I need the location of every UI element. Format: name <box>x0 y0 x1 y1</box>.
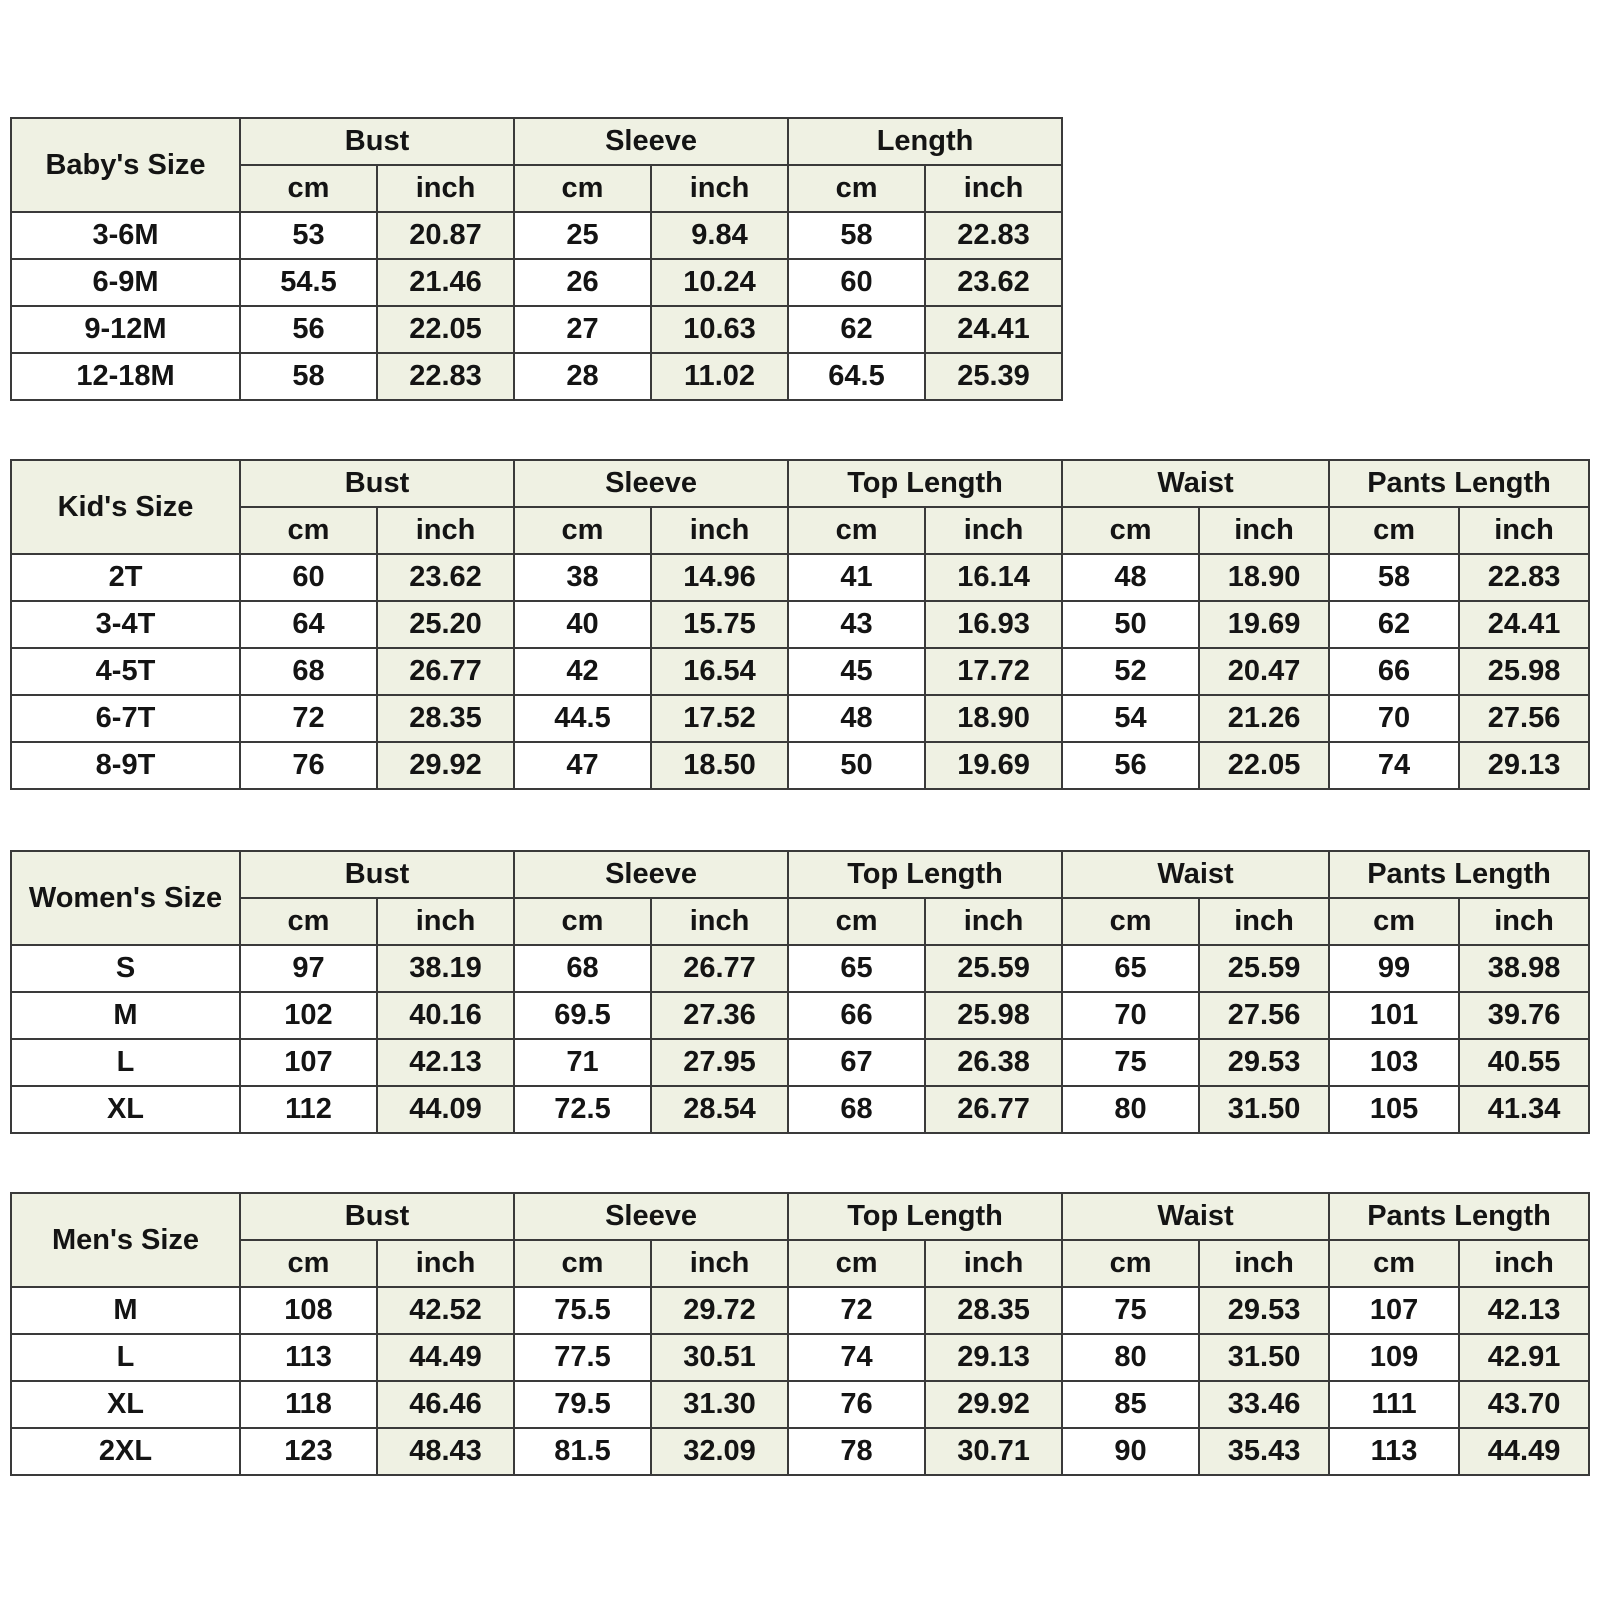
cm-value-cell: 102 <box>240 992 377 1039</box>
inch-value-cell: 15.75 <box>651 601 788 648</box>
inch-value-cell: 26.77 <box>651 945 788 992</box>
cm-value-cell: 56 <box>240 306 377 353</box>
table-row <box>11 1039 1589 1086</box>
size-label-cell: S <box>11 945 240 992</box>
inch-value-cell: 31.30 <box>651 1381 788 1428</box>
cm-value-cell: 68 <box>514 945 651 992</box>
size-label-cell: 6-9M <box>11 259 240 306</box>
inch-value-cell: 41.34 <box>1459 1086 1589 1133</box>
inch-value-cell: 32.09 <box>651 1428 788 1475</box>
inch-value-cell: 44.49 <box>377 1334 514 1381</box>
inch-value-cell: 19.69 <box>925 742 1062 789</box>
table-row <box>11 742 1589 789</box>
unit-cm-header: cm <box>788 165 925 212</box>
unit-inch-header: inch <box>1459 898 1589 945</box>
table-row <box>11 259 1062 306</box>
unit-cm-header: cm <box>1062 507 1199 554</box>
inch-value-cell: 30.71 <box>925 1428 1062 1475</box>
inch-value-cell: 10.63 <box>651 306 788 353</box>
cm-value-cell: 54 <box>1062 695 1199 742</box>
measurement-group-header: Pants Length <box>1329 851 1589 898</box>
inch-value-cell: 31.50 <box>1199 1086 1329 1133</box>
inch-value-cell: 27.36 <box>651 992 788 1039</box>
measurement-group-header: Sleeve <box>514 1193 788 1240</box>
unit-cm-header: cm <box>514 898 651 945</box>
cm-value-cell: 72 <box>788 1287 925 1334</box>
unit-cm-header: cm <box>1329 898 1459 945</box>
inch-value-cell: 9.84 <box>651 212 788 259</box>
inch-value-cell: 18.90 <box>1199 554 1329 601</box>
unit-cm-header: cm <box>1062 898 1199 945</box>
cm-value-cell: 113 <box>240 1334 377 1381</box>
inch-value-cell: 19.69 <box>1199 601 1329 648</box>
inch-value-cell: 11.02 <box>651 353 788 400</box>
cm-value-cell: 69.5 <box>514 992 651 1039</box>
cm-value-cell: 75 <box>1062 1287 1199 1334</box>
inch-value-cell: 24.41 <box>1459 601 1589 648</box>
cm-value-cell: 47 <box>514 742 651 789</box>
cm-value-cell: 111 <box>1329 1381 1459 1428</box>
inch-value-cell: 20.47 <box>1199 648 1329 695</box>
inch-value-cell: 27.56 <box>1199 992 1329 1039</box>
cm-value-cell: 44.5 <box>514 695 651 742</box>
size-label-cell: 2T <box>11 554 240 601</box>
inch-value-cell: 39.76 <box>1459 992 1589 1039</box>
unit-inch-header: inch <box>1199 1240 1329 1287</box>
group-header-row <box>11 1193 1589 1240</box>
cm-value-cell: 58 <box>1329 554 1459 601</box>
inch-value-cell: 25.39 <box>925 353 1062 400</box>
measurement-group-header: Top Length <box>788 460 1062 507</box>
group-header-row <box>11 460 1589 507</box>
inch-value-cell: 25.59 <box>1199 945 1329 992</box>
table-row <box>11 648 1589 695</box>
size-column-header: Baby's Size <box>11 118 240 212</box>
table-row <box>11 1287 1589 1334</box>
cm-value-cell: 76 <box>788 1381 925 1428</box>
unit-cm-header: cm <box>514 1240 651 1287</box>
measurement-group-header: Bust <box>240 851 514 898</box>
inch-value-cell: 42.13 <box>377 1039 514 1086</box>
cm-value-cell: 70 <box>1062 992 1199 1039</box>
table-row <box>11 554 1589 601</box>
inch-value-cell: 28.35 <box>377 695 514 742</box>
inch-value-cell: 42.52 <box>377 1287 514 1334</box>
inch-value-cell: 40.55 <box>1459 1039 1589 1086</box>
inch-value-cell: 10.24 <box>651 259 788 306</box>
measurement-group-header: Pants Length <box>1329 1193 1589 1240</box>
inch-value-cell: 29.13 <box>925 1334 1062 1381</box>
unit-header-row <box>11 507 1589 554</box>
cm-value-cell: 78 <box>788 1428 925 1475</box>
group-header-row <box>11 851 1589 898</box>
cm-value-cell: 79.5 <box>514 1381 651 1428</box>
unit-header-row <box>11 898 1589 945</box>
inch-value-cell: 16.54 <box>651 648 788 695</box>
inch-value-cell: 35.43 <box>1199 1428 1329 1475</box>
table-row <box>11 306 1062 353</box>
cm-value-cell: 90 <box>1062 1428 1199 1475</box>
cm-value-cell: 80 <box>1062 1086 1199 1133</box>
inch-value-cell: 22.83 <box>1459 554 1589 601</box>
cm-value-cell: 27 <box>514 306 651 353</box>
unit-inch-header: inch <box>1459 507 1589 554</box>
size-column-header: Men's Size <box>11 1193 240 1287</box>
inch-value-cell: 21.46 <box>377 259 514 306</box>
unit-inch-header: inch <box>377 507 514 554</box>
measurement-group-header: Bust <box>240 460 514 507</box>
inch-value-cell: 23.62 <box>377 554 514 601</box>
cm-value-cell: 38 <box>514 554 651 601</box>
inch-value-cell: 25.20 <box>377 601 514 648</box>
inch-value-cell: 26.77 <box>377 648 514 695</box>
cm-value-cell: 60 <box>788 259 925 306</box>
cm-value-cell: 41 <box>788 554 925 601</box>
inch-value-cell: 44.09 <box>377 1086 514 1133</box>
inch-value-cell: 29.13 <box>1459 742 1589 789</box>
cm-value-cell: 70 <box>1329 695 1459 742</box>
unit-inch-header: inch <box>925 1240 1062 1287</box>
table-row <box>11 212 1062 259</box>
cm-value-cell: 56 <box>1062 742 1199 789</box>
measurement-group-header: Sleeve <box>514 460 788 507</box>
unit-inch-header: inch <box>651 898 788 945</box>
cm-value-cell: 52 <box>1062 648 1199 695</box>
inch-value-cell: 29.92 <box>377 742 514 789</box>
cm-value-cell: 118 <box>240 1381 377 1428</box>
unit-inch-header: inch <box>651 165 788 212</box>
inch-value-cell: 22.83 <box>377 353 514 400</box>
size-label-cell: XL <box>11 1086 240 1133</box>
cm-value-cell: 72.5 <box>514 1086 651 1133</box>
cm-value-cell: 53 <box>240 212 377 259</box>
cm-value-cell: 103 <box>1329 1039 1459 1086</box>
measurement-group-header: Bust <box>240 1193 514 1240</box>
inch-value-cell: 46.46 <box>377 1381 514 1428</box>
size-label-cell: 8-9T <box>11 742 240 789</box>
inch-value-cell: 27.95 <box>651 1039 788 1086</box>
cm-value-cell: 101 <box>1329 992 1459 1039</box>
unit-inch-header: inch <box>377 1240 514 1287</box>
kid-size-table <box>10 459 1590 790</box>
inch-value-cell: 25.59 <box>925 945 1062 992</box>
table-row <box>11 992 1589 1039</box>
cm-value-cell: 85 <box>1062 1381 1199 1428</box>
cm-value-cell: 80 <box>1062 1334 1199 1381</box>
unit-cm-header: cm <box>1329 1240 1459 1287</box>
cm-value-cell: 62 <box>788 306 925 353</box>
cm-value-cell: 64 <box>240 601 377 648</box>
inch-value-cell: 38.98 <box>1459 945 1589 992</box>
table-row <box>11 1086 1589 1133</box>
cm-value-cell: 108 <box>240 1287 377 1334</box>
unit-inch-header: inch <box>925 507 1062 554</box>
cm-value-cell: 67 <box>788 1039 925 1086</box>
cm-value-cell: 77.5 <box>514 1334 651 1381</box>
cm-value-cell: 109 <box>1329 1334 1459 1381</box>
inch-value-cell: 29.72 <box>651 1287 788 1334</box>
measurement-group-header: Sleeve <box>514 851 788 898</box>
size-label-cell: M <box>11 1287 240 1334</box>
size-label-cell: 12-18M <box>11 353 240 400</box>
unit-inch-header: inch <box>925 165 1062 212</box>
table-row <box>11 601 1589 648</box>
inch-value-cell: 42.91 <box>1459 1334 1589 1381</box>
cm-value-cell: 74 <box>1329 742 1459 789</box>
inch-value-cell: 22.05 <box>1199 742 1329 789</box>
size-label-cell: 3-4T <box>11 601 240 648</box>
cm-value-cell: 28 <box>514 353 651 400</box>
cm-value-cell: 25 <box>514 212 651 259</box>
inch-value-cell: 18.50 <box>651 742 788 789</box>
table-row <box>11 945 1589 992</box>
inch-value-cell: 17.72 <box>925 648 1062 695</box>
cm-value-cell: 48 <box>788 695 925 742</box>
table-row <box>11 1381 1589 1428</box>
unit-inch-header: inch <box>1199 898 1329 945</box>
unit-cm-header: cm <box>514 165 651 212</box>
size-label-cell: XL <box>11 1381 240 1428</box>
inch-value-cell: 26.38 <box>925 1039 1062 1086</box>
cm-value-cell: 76 <box>240 742 377 789</box>
cm-value-cell: 105 <box>1329 1086 1459 1133</box>
unit-cm-header: cm <box>240 507 377 554</box>
cm-value-cell: 113 <box>1329 1428 1459 1475</box>
cm-value-cell: 68 <box>788 1086 925 1133</box>
cm-value-cell: 50 <box>788 742 925 789</box>
unit-cm-header: cm <box>240 165 377 212</box>
measurement-group-header: Length <box>788 118 1062 165</box>
inch-value-cell: 16.14 <box>925 554 1062 601</box>
size-label-cell: 6-7T <box>11 695 240 742</box>
inch-value-cell: 16.93 <box>925 601 1062 648</box>
measurement-group-header: Pants Length <box>1329 460 1589 507</box>
unit-inch-header: inch <box>1199 507 1329 554</box>
cm-value-cell: 75 <box>1062 1039 1199 1086</box>
unit-inch-header: inch <box>377 165 514 212</box>
inch-value-cell: 18.90 <box>925 695 1062 742</box>
cm-value-cell: 107 <box>240 1039 377 1086</box>
inch-value-cell: 22.83 <box>925 212 1062 259</box>
cm-value-cell: 71 <box>514 1039 651 1086</box>
size-column-header: Women's Size <box>11 851 240 945</box>
inch-value-cell: 29.53 <box>1199 1039 1329 1086</box>
table-row <box>11 353 1062 400</box>
size-label-cell: 9-12M <box>11 306 240 353</box>
cm-value-cell: 58 <box>240 353 377 400</box>
inch-value-cell: 28.35 <box>925 1287 1062 1334</box>
measurement-group-header: Top Length <box>788 851 1062 898</box>
baby-size-table <box>10 117 1063 401</box>
inch-value-cell: 21.26 <box>1199 695 1329 742</box>
cm-value-cell: 40 <box>514 601 651 648</box>
unit-cm-header: cm <box>1062 1240 1199 1287</box>
unit-inch-header: inch <box>651 507 788 554</box>
unit-inch-header: inch <box>1459 1240 1589 1287</box>
cm-value-cell: 48 <box>1062 554 1199 601</box>
inch-value-cell: 30.51 <box>651 1334 788 1381</box>
inch-value-cell: 26.77 <box>925 1086 1062 1133</box>
size-label-cell: L <box>11 1334 240 1381</box>
inch-value-cell: 43.70 <box>1459 1381 1589 1428</box>
cm-value-cell: 99 <box>1329 945 1459 992</box>
cm-value-cell: 60 <box>240 554 377 601</box>
inch-value-cell: 42.13 <box>1459 1287 1589 1334</box>
table-row <box>11 1334 1589 1381</box>
inch-value-cell: 27.56 <box>1459 695 1589 742</box>
cm-value-cell: 68 <box>240 648 377 695</box>
inch-value-cell: 20.87 <box>377 212 514 259</box>
unit-cm-header: cm <box>240 898 377 945</box>
unit-cm-header: cm <box>514 507 651 554</box>
inch-value-cell: 31.50 <box>1199 1334 1329 1381</box>
men-size-table <box>10 1192 1590 1476</box>
inch-value-cell: 14.96 <box>651 554 788 601</box>
inch-value-cell: 44.49 <box>1459 1428 1589 1475</box>
size-label-cell: 2XL <box>11 1428 240 1475</box>
inch-value-cell: 17.52 <box>651 695 788 742</box>
cm-value-cell: 66 <box>788 992 925 1039</box>
inch-value-cell: 40.16 <box>377 992 514 1039</box>
inch-value-cell: 23.62 <box>925 259 1062 306</box>
cm-value-cell: 66 <box>1329 648 1459 695</box>
unit-inch-header: inch <box>377 898 514 945</box>
unit-cm-header: cm <box>788 507 925 554</box>
cm-value-cell: 65 <box>788 945 925 992</box>
table-row <box>11 1428 1589 1475</box>
size-label-cell: M <box>11 992 240 1039</box>
unit-header-row <box>11 1240 1589 1287</box>
cm-value-cell: 81.5 <box>514 1428 651 1475</box>
inch-value-cell: 24.41 <box>925 306 1062 353</box>
cm-value-cell: 64.5 <box>788 353 925 400</box>
unit-inch-header: inch <box>651 1240 788 1287</box>
inch-value-cell: 25.98 <box>925 992 1062 1039</box>
size-label-cell: 4-5T <box>11 648 240 695</box>
inch-value-cell: 29.92 <box>925 1381 1062 1428</box>
unit-cm-header: cm <box>240 1240 377 1287</box>
measurement-group-header: Bust <box>240 118 514 165</box>
size-column-header: Kid's Size <box>11 460 240 554</box>
unit-cm-header: cm <box>788 1240 925 1287</box>
cm-value-cell: 54.5 <box>240 259 377 306</box>
inch-value-cell: 22.05 <box>377 306 514 353</box>
inch-value-cell: 48.43 <box>377 1428 514 1475</box>
size-label-cell: L <box>11 1039 240 1086</box>
cm-value-cell: 43 <box>788 601 925 648</box>
inch-value-cell: 33.46 <box>1199 1381 1329 1428</box>
cm-value-cell: 45 <box>788 648 925 695</box>
cm-value-cell: 107 <box>1329 1287 1459 1334</box>
unit-inch-header: inch <box>925 898 1062 945</box>
cm-value-cell: 65 <box>1062 945 1199 992</box>
women-size-table <box>10 850 1590 1134</box>
cm-value-cell: 62 <box>1329 601 1459 648</box>
measurement-group-header: Top Length <box>788 1193 1062 1240</box>
measurement-group-header: Waist <box>1062 1193 1329 1240</box>
table-row <box>11 695 1589 742</box>
cm-value-cell: 74 <box>788 1334 925 1381</box>
cm-value-cell: 58 <box>788 212 925 259</box>
cm-value-cell: 50 <box>1062 601 1199 648</box>
measurement-group-header: Sleeve <box>514 118 788 165</box>
cm-value-cell: 42 <box>514 648 651 695</box>
unit-cm-header: cm <box>1329 507 1459 554</box>
cm-value-cell: 112 <box>240 1086 377 1133</box>
cm-value-cell: 75.5 <box>514 1287 651 1334</box>
cm-value-cell: 123 <box>240 1428 377 1475</box>
inch-value-cell: 28.54 <box>651 1086 788 1133</box>
measurement-group-header: Waist <box>1062 460 1329 507</box>
cm-value-cell: 26 <box>514 259 651 306</box>
cm-value-cell: 72 <box>240 695 377 742</box>
unit-cm-header: cm <box>788 898 925 945</box>
cm-value-cell: 97 <box>240 945 377 992</box>
measurement-group-header: Waist <box>1062 851 1329 898</box>
group-header-row <box>11 118 1062 165</box>
inch-value-cell: 38.19 <box>377 945 514 992</box>
inch-value-cell: 25.98 <box>1459 648 1589 695</box>
size-label-cell: 3-6M <box>11 212 240 259</box>
inch-value-cell: 29.53 <box>1199 1287 1329 1334</box>
